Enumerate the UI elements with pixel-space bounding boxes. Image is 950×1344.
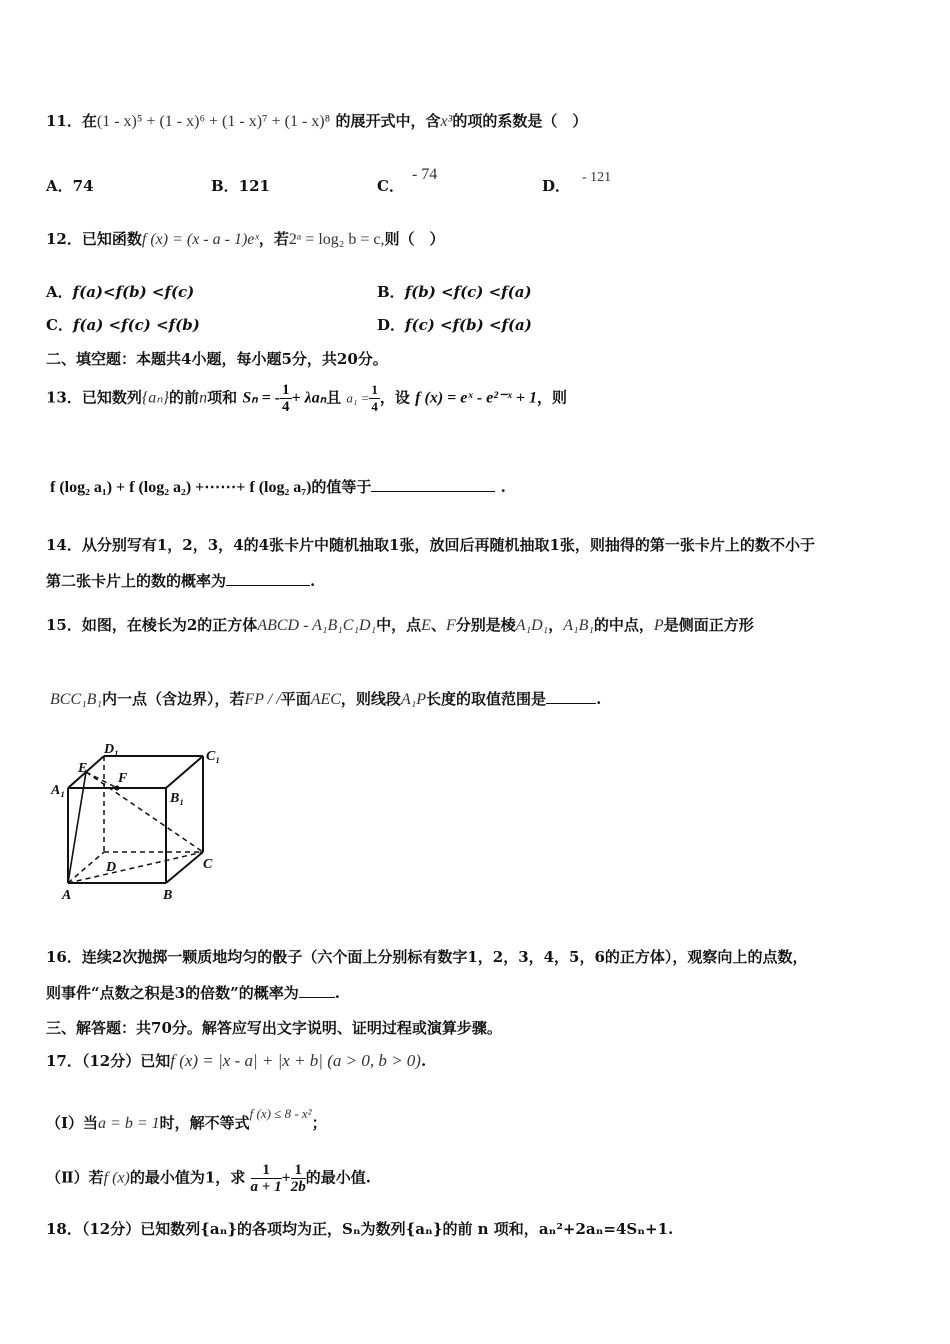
q17-text: （Ⅱ）若 [46,1168,104,1187]
q18-stem: 18．（12分）已知数列{aₙ}的各项均为正，Sₙ为数列{aₙ}的前 n 项和，aₙ²+2aₙ=4Sₙ+1. [46,1220,674,1238]
q14-answer-blank[interactable] [226,570,310,586]
q11-number: 11．在 [46,112,97,130]
option-label: A． [46,177,73,195]
option-value: 74 [72,177,94,195]
q12-option-b[interactable] [377,281,532,302]
q16-text: 则事件“点数之积是3的倍数”的概率为 [46,984,299,1002]
q15-edge2: A₁B₁ [563,617,594,634]
option-label: D． [542,177,571,195]
q17-inequality: f (x) ≤ 8 - x² [249,1106,312,1121]
q11-term: x³ [440,113,453,130]
label-a1: A₁ [51,783,66,798]
q11-expression: (1 - x)⁵ + (1 - x)⁶ + (1 - x)⁷ + (1 - x)⁸ [96,113,331,130]
q17-text: 时，解不等式 [159,1114,250,1132]
edge-b1c1 [166,756,203,788]
q11-option-d[interactable] [542,170,612,196]
q13-end: . [500,478,506,496]
option-label: D． [377,316,406,334]
q17-text: 的最小值为1，求 [129,1168,246,1187]
q16-line2 [46,982,340,1003]
q15-text: 长度的取值范围是 [426,690,547,708]
q15-text: 中，点 [376,616,422,634]
q14-line1: 14．从分别写有1，2，3，4的4张卡片中随机抽取1张，放回后再随机抽取1张，则抽得的第一张卡片上的数不小于 [46,536,815,554]
q13-lambda: + λaₙ [291,389,327,407]
q13-sum-line [50,476,506,497]
q16-end: . [334,984,340,1002]
q17-fraction-2 [291,1162,306,1195]
q13-sn: Sₙ = - [242,389,281,407]
q17-fraction-1 [251,1162,282,1195]
label-c1: C₁ [206,749,221,764]
q15-f: F [445,617,456,634]
option-label: B． [211,177,239,195]
q13-stem [46,382,567,415]
q13-text: ，则 [537,388,568,407]
q15-face: BCC₁B₁ [50,691,103,708]
q15-cube: ABCD - A₁B₁C₁D₁ [257,617,377,634]
option-value: - 121 [582,170,612,185]
q16-line1: 16．连续2次抛掷一颗质地均匀的骰子（六个面上分别标有数字1，2，3，4，5，6的正方体），观察向上的点数， [46,948,808,966]
option-value: f(b) <f(c) <f(a) [404,283,532,301]
q15-edge1: A₁D₁ [515,617,549,634]
q17-stem [46,1050,426,1071]
q12-function: f (x) = (x - a - 1)eˣ [141,231,259,248]
q15-e: E [421,617,431,634]
q12-condition: 2ᵃ = log₂ b = c, [288,231,385,248]
frac-denominator: 4 [282,399,290,415]
q17-condition: a = b = 1 [98,1115,160,1132]
q15-answer-blank[interactable] [546,688,596,704]
q13-a1-fraction [369,382,380,415]
q17-end: . [420,1052,427,1070]
label-d1: D₁ [104,742,119,757]
q15-text: ，则线段 [340,690,401,708]
q13-text: 项和 [207,388,238,407]
label-a: A [62,888,72,903]
q13-fraction [280,382,292,415]
q14-text: 第二张卡片上的数的概率为 [46,572,227,590]
frac-denominator: 4 [371,399,378,414]
label-c: C [203,857,213,872]
q13-a1: a₁ = [346,390,370,406]
q13-answer-blank[interactable] [371,476,495,492]
q14-end: . [310,572,316,590]
q17-number: 17．（12分）已知 [46,1052,171,1070]
q12-option-a[interactable] [46,281,194,302]
option-value: 121 [238,177,270,195]
q17-function: f (x) = |x - a| + |x + b| (a > 0, b > 0) [170,1051,421,1070]
frac-numerator: 1 [371,382,378,397]
q12-stem [46,228,444,249]
section-2-heading: 二、填空题：本题共4小题，每小题5分，共20分。 [46,350,388,368]
section-3-heading: 三、解答题：共70分。解答应写出文字说明、证明过程或演算步骤。 [46,1019,502,1037]
label-b1: B₁ [170,791,185,806]
q15-text: 平面 [280,690,311,708]
option-label: B． [377,283,405,301]
q17-plus: + [281,1169,291,1187]
q13-sequence: {aₙ} [141,389,170,407]
label-f: F [118,771,128,786]
q15-line2 [50,688,601,709]
q15-parallel: FP / / [244,691,281,708]
q15-text: 分别是棱 [455,616,516,634]
option-value: - 74 [411,166,438,183]
q15-text: 的中点， [593,616,654,634]
q11-option-a[interactable] [46,175,94,196]
q17-text: （Ⅰ）当 [46,1114,99,1132]
q15-text: 、 [430,616,446,634]
frac-numerator: 1 [291,1162,306,1179]
q17-part1 [46,1106,327,1133]
option-value: f(a)<f(b) <f(c) [72,283,195,301]
label-d: D [106,860,117,875]
cube-figure [46,738,236,906]
q13-text: 的前 [169,388,200,407]
frac-numerator: 1 [251,1162,282,1179]
q15-number: 15．如图，在棱长为2的正方体 [46,616,258,634]
q13-sum: f (log₂ a₁) + f (log₂ a₂) +⋯⋯+ f (log₂ a₇) [50,479,312,496]
q15-end: . [596,690,602,708]
q13-text: ，设 [379,388,410,407]
q12-tail: 则（ ） [384,230,445,248]
q11-option-b[interactable] [211,175,270,196]
point-f [115,786,120,791]
segment-ef-hidden [86,772,117,788]
q15-text: 是侧面正方形 [663,616,754,634]
frac-denominator: 2b [290,1179,306,1195]
q13-number: 13．已知数列 [46,388,142,407]
q16-answer-blank[interactable] [299,982,335,998]
q11-option-c[interactable] [377,166,438,196]
q15-text: ， [548,616,564,634]
q15-line1 [46,614,754,635]
q17-fx: f (x) [103,1169,130,1187]
segment-ac-hidden [68,852,203,883]
q17-text: 的最小值. [305,1168,371,1187]
q15-text: 内一点（含边界），若 [102,690,245,708]
frac-denominator: a + 1 [250,1179,282,1195]
q11-mid-text: 的展开式中，含 [335,112,441,130]
q11-stem [46,110,587,131]
q13-n: n [199,389,208,407]
q13-function: f (x) = eˣ - e²⁻ˣ + 1 [415,389,538,407]
q17-part2 [46,1162,371,1195]
label-e: E [78,761,88,776]
q15-p: P [653,617,664,634]
q12-option-d[interactable] [377,314,532,335]
option-label: C． [46,316,73,334]
q13-text: 的值等于 [311,478,372,496]
label-b: B [163,888,173,903]
q12-mid: ，若 [258,230,289,248]
q11-tail: 的项的系数是（ ） [452,112,588,130]
q15-plane-aec: AEC [310,691,341,708]
q14-line2 [46,570,315,591]
q12-number: 12．已知函数 [46,230,142,248]
option-label: C． [377,177,404,195]
q13-text: 且 [326,388,342,407]
q15-segment: A₁P [400,691,427,708]
q12-option-c[interactable] [46,314,200,335]
option-value: f(c) <f(b) <f(a) [405,316,532,334]
q17-text: ； [311,1114,327,1132]
option-label: A． [46,283,73,301]
frac-numerator: 1 [282,382,290,398]
option-value: f(a) <f(c) <f(b) [72,316,200,334]
